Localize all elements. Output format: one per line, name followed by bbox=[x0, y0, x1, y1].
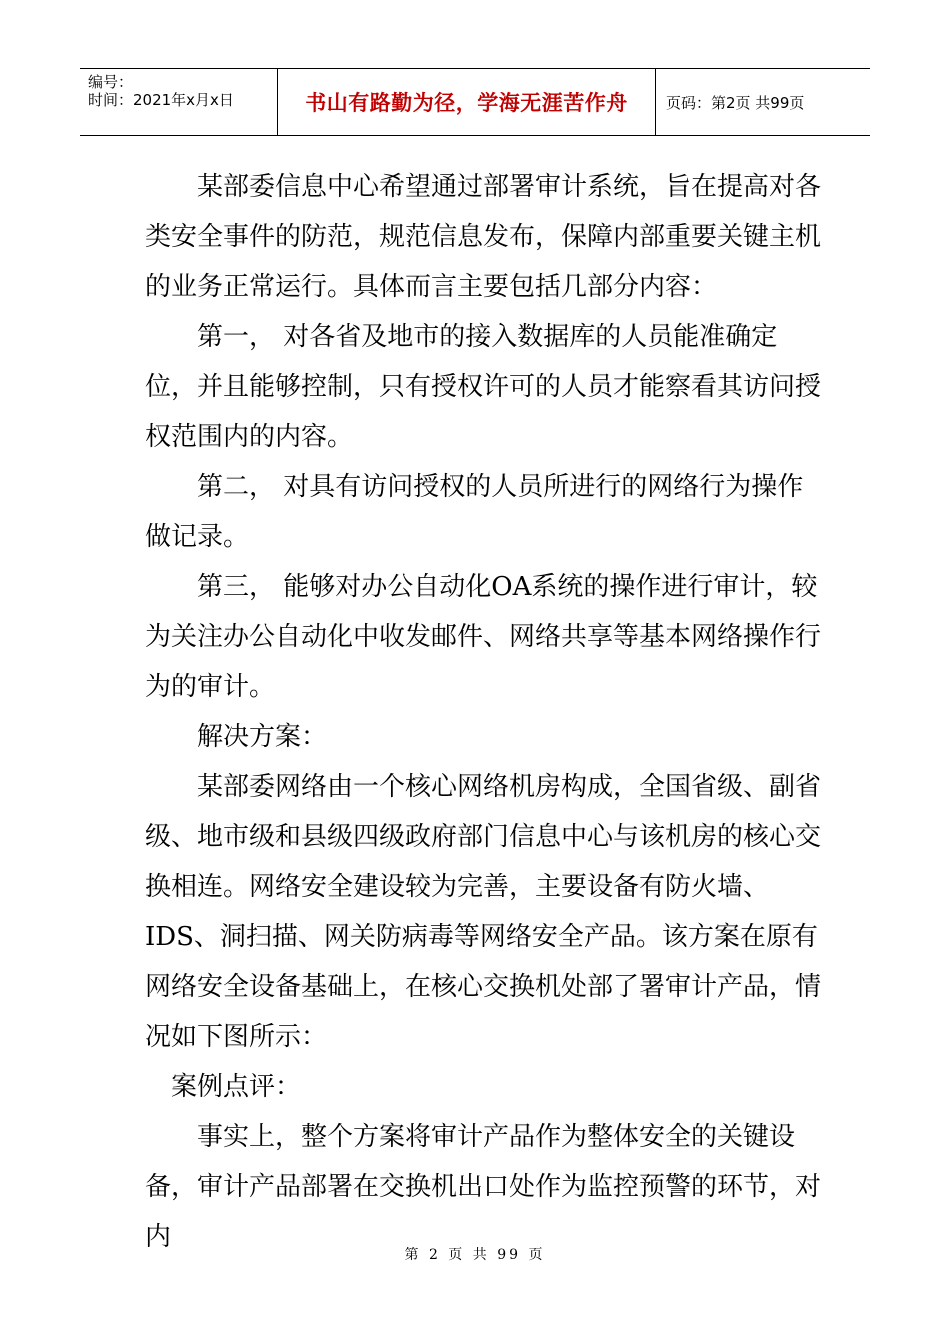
paragraph-second: 第二， 对具有访问授权的人员所进行的网络行为操作做记录。 bbox=[145, 472, 804, 552]
paragraph-third: 第三， 能够对办公自动化OA系统的操作进行审计，较为关注办公自动化中收发邮件、网络共享等基本网络操作行为的审计。 bbox=[145, 572, 822, 702]
document-number-label: 编号： bbox=[88, 73, 134, 91]
document-body bbox=[145, 162, 825, 1262]
heading-case-review: 案例点评： bbox=[171, 1072, 302, 1102]
header-meta bbox=[80, 69, 278, 135]
paragraph-case-review: 事实上，整个方案将审计产品作为整体安全的关键设备，审计产品部署在交换机出口处作为监控预警的环节，对内 bbox=[145, 1122, 822, 1252]
paragraph-first: 第一， 对各省及地市的接入数据库的人员能准确定位，并且能够控制，只有授权许可的人员才能察看其访问授权范围内的内容。 bbox=[145, 322, 822, 452]
paragraph-solution: 某部委网络由一个核心网络机房构成，全国省级、副省级、地市级和县级四级政府部门信息中心与该机房的核心交换相连。网络安全建设较为完善，主要设备有防火墙、IDS、洞扫描、网关防病毒等网络安全产品。该方案在原有网络安全设备基础上，在核心交换机处部了署审计产品，情况如下图所示： bbox=[145, 772, 822, 1052]
document-date: 时间：2021年x月x日 bbox=[88, 91, 234, 109]
page-header bbox=[80, 68, 870, 136]
heading-solution: 解决方案： bbox=[197, 722, 328, 752]
paragraph-intro: 某部委信息中心希望通过部署审计系统，旨在提高对各类安全事件的防范，规范信息发布，保障内部重要关键主机的业务正常运行。具体而言主要包括几部分内容： bbox=[145, 172, 822, 302]
header-motto: 书山有路勤为径，学海无涯苦作舟 bbox=[278, 69, 656, 135]
header-page-info: 页码：第2页 共99页 bbox=[666, 93, 805, 112]
page-footer: 第 2 页 共 99 页 bbox=[404, 1247, 546, 1263]
